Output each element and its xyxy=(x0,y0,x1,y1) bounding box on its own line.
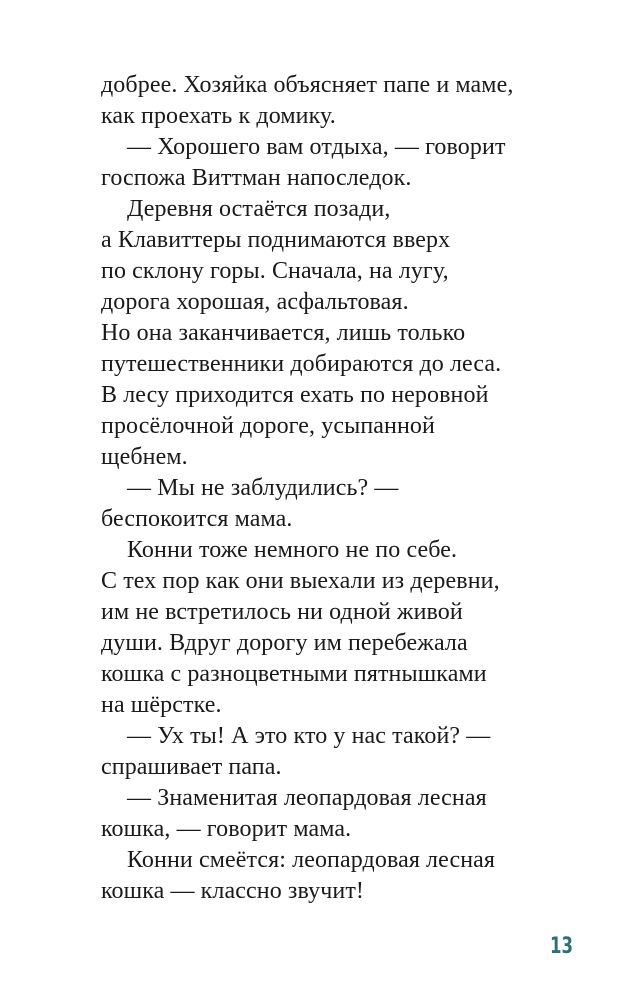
text-line: Деревня остаётся позади, xyxy=(127,196,391,222)
text-line: Но она заканчивается, лишь только xyxy=(101,320,466,346)
text-line: беспокоится мама. xyxy=(101,506,293,532)
text-line: по склону горы. Сначала, на лугу, xyxy=(101,258,449,284)
text-line: души. Вдруг дорогу им перебежала xyxy=(101,630,468,656)
text-line: кошка — классно звучит! xyxy=(101,878,364,904)
body-text xyxy=(101,70,571,907)
text-line: Конни смеётся: леопардовая лесная xyxy=(127,847,496,873)
text-line: просёлочной дороге, усыпанной xyxy=(101,413,435,439)
text-line: как проехать к домику. xyxy=(101,103,336,129)
text-line: спрашивает папа. xyxy=(101,754,282,780)
text-line: а Клавиттеры поднимаются вверх xyxy=(101,227,451,253)
text-line: кошка, — говорит мама. xyxy=(101,816,352,842)
text-line: добрее. Хозяйка объясняет папе и маме, xyxy=(101,72,514,98)
text-line: — Ух ты! А это кто у нас такой? — xyxy=(127,723,491,749)
text-line: кошка с разноцветными пятнышками xyxy=(101,661,487,687)
text-line: С тех пор как они выехали из деревни, xyxy=(101,568,500,594)
text-line: дорога хорошая, асфальтовая. xyxy=(101,289,409,315)
text-line: им не встретилось ни одной живой xyxy=(101,599,463,625)
text-line: — Мы не заблудились? — xyxy=(127,475,399,501)
text-line: Конни тоже немного не по себе. xyxy=(127,537,458,563)
text-line: — Знаменитая леопардовая лесная xyxy=(127,785,487,811)
text-line: на шёрстке. xyxy=(101,692,222,718)
text-line: щебнем. xyxy=(101,444,188,470)
text-line: госпожа Виттман напоследок. xyxy=(101,165,412,191)
text-line: В лесу приходится ехать по неровной xyxy=(101,382,489,408)
page-number: 13 xyxy=(550,934,573,959)
text-line: путешественники добираются до леса. xyxy=(101,351,502,377)
text-line: — Хорошего вам отдыха, — говорит xyxy=(127,134,506,160)
